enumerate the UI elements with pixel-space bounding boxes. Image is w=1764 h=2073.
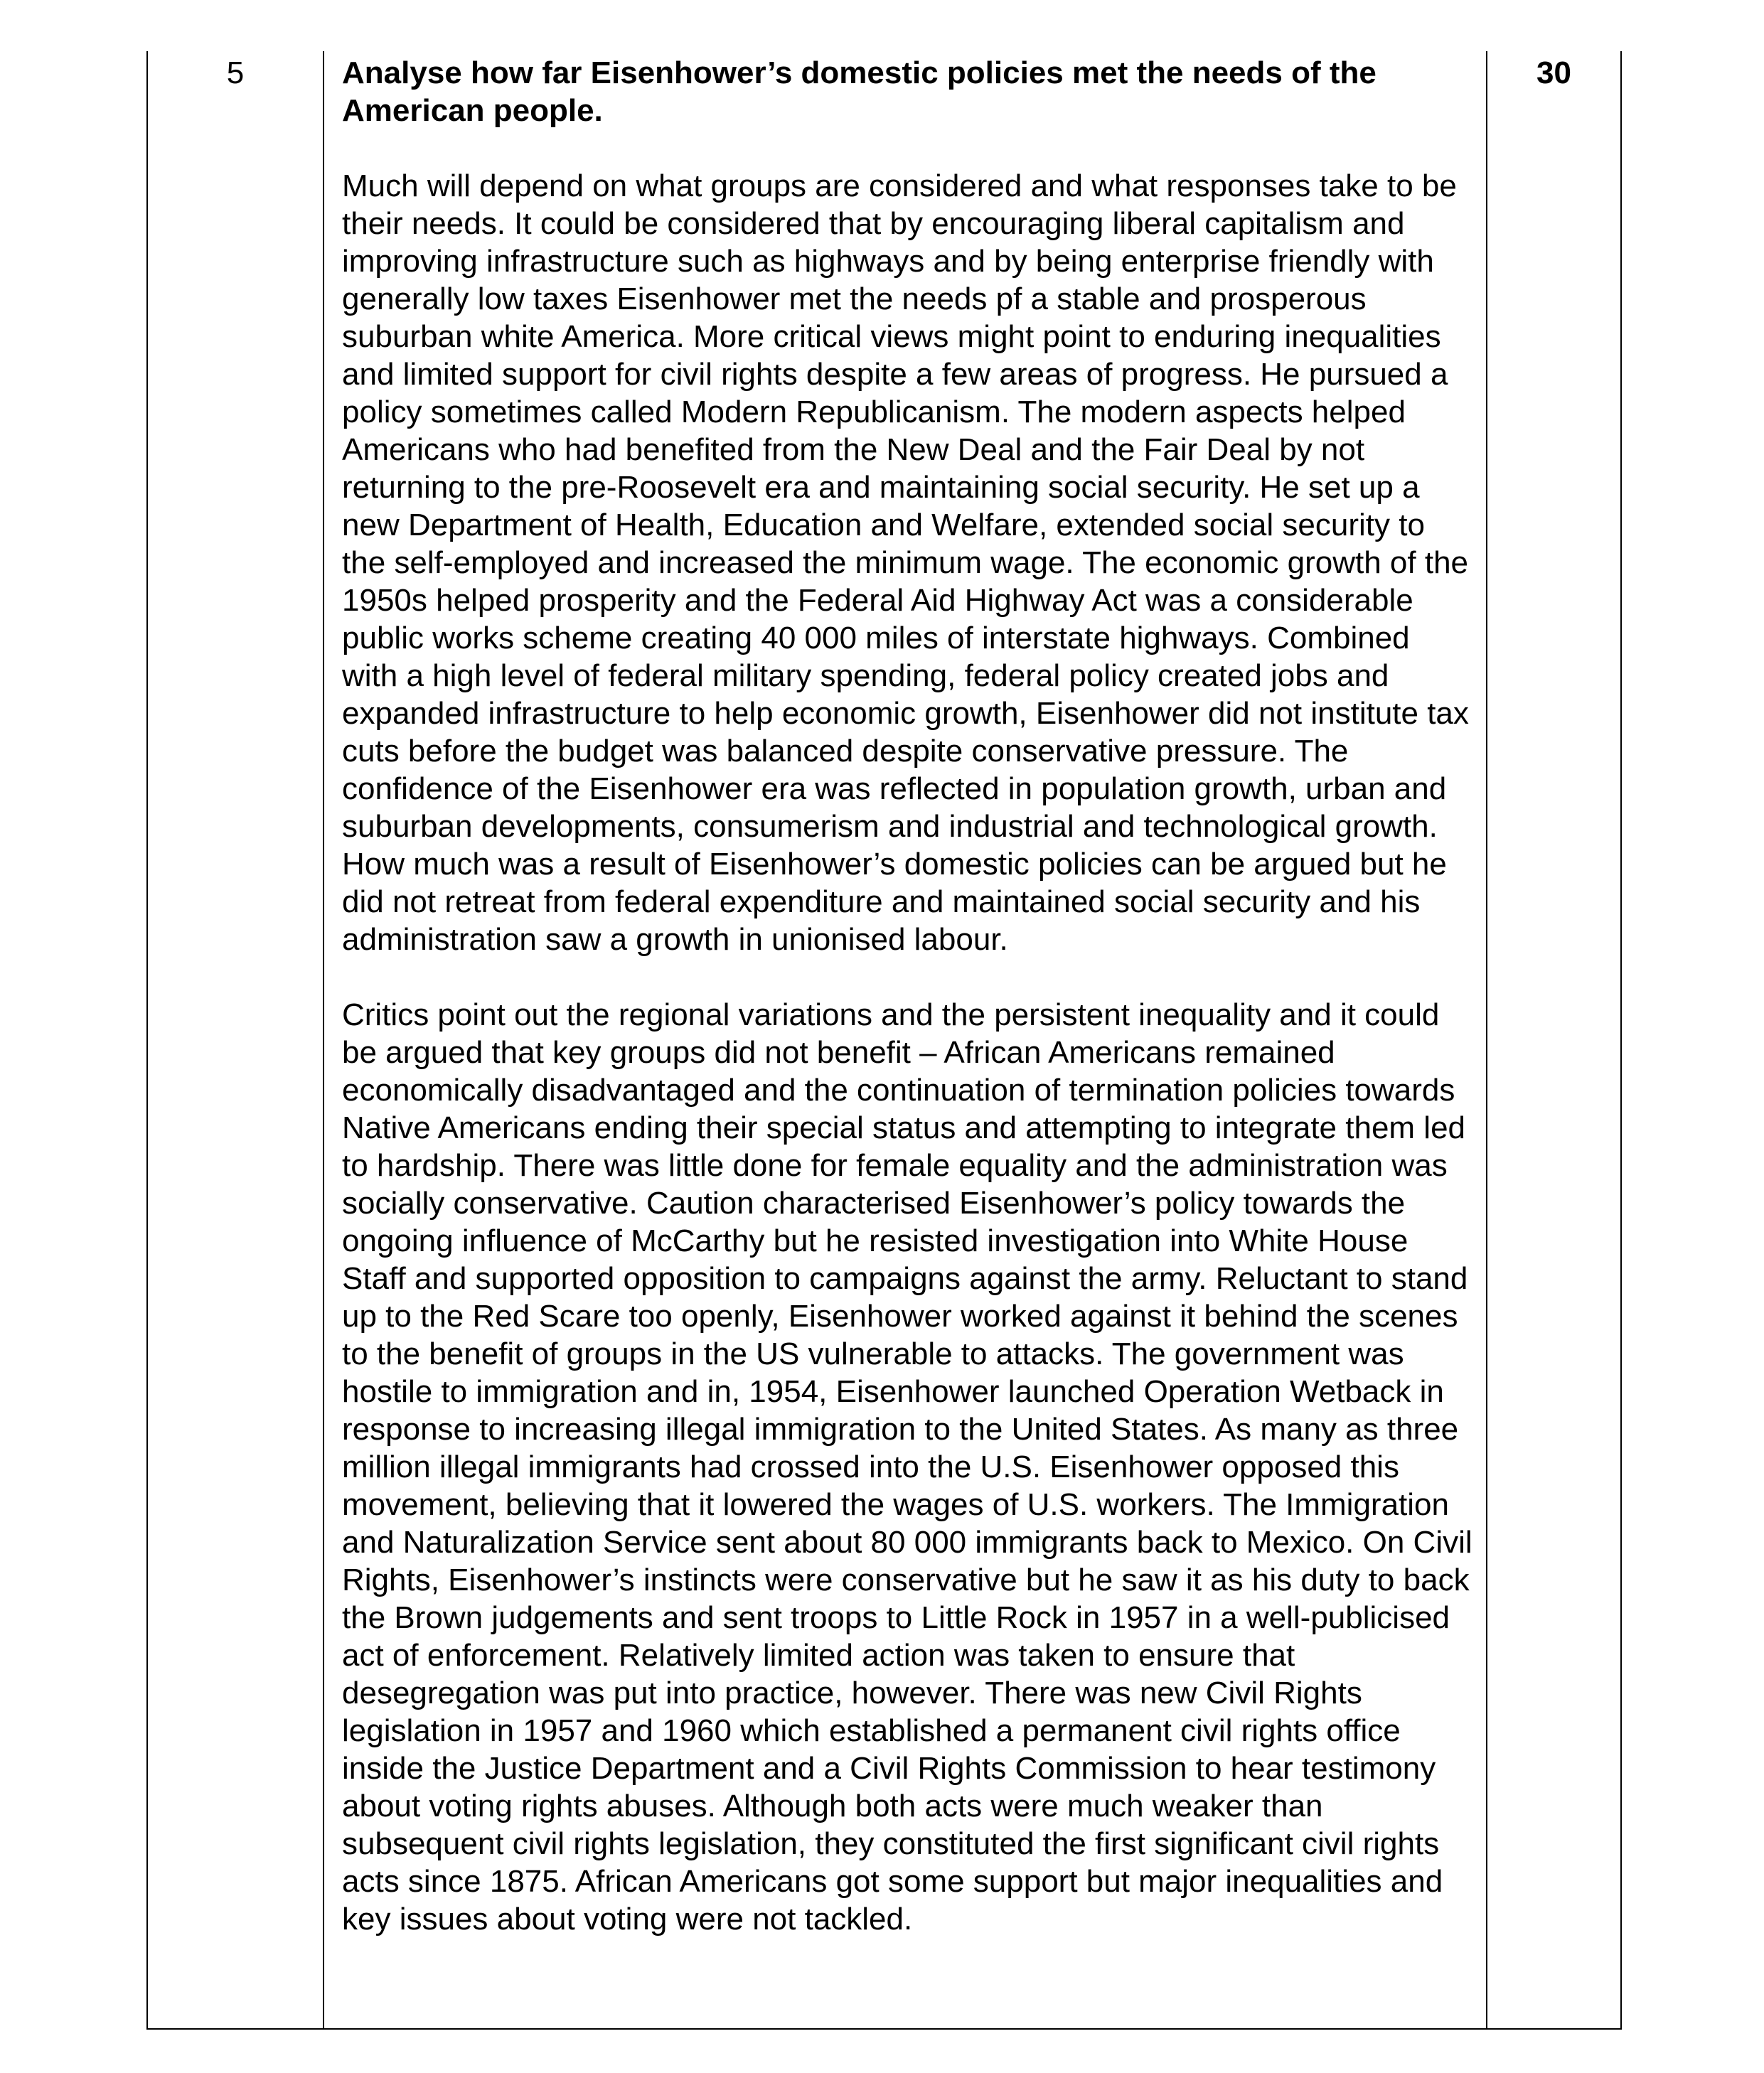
question-title: Analyse how far Eisenhower’s domestic policies met the needs of the American people. xyxy=(342,55,1377,128)
column-divider-marks xyxy=(1486,51,1487,2028)
answer-paragraph-2: Critics point out the regional variations and the persistent inequality and it could be argued that key groups did not benefit – African Americans remained economically disadvantaged and the continuation of termination policies towards Native Americans ending their special status and attempting to integrate them led to hardship. There was little done for female equality and the administration was socially conservative. Caution characterised Eisenhower’s policy towards the ongoing influence of McCarthy but he resisted investigation into White House Staff and supported opposition to campaigns against the army. Reluctant to stand up to the Red Scare too openly, Eisenhower worked against it behind the scenes to the benefit of groups in the US vulnerable to attacks. The government was hostile to immigration and in, 1954, Eisenhower launched Operation Wetback in response to increasing illegal immigration to the United States. As many as three million illegal immigrants had crossed into the U.S. Eisenhower opposed this movement, believing that it lowered the wages of U.S. workers. The Immigration and Naturalization Service sent about 80 000 immigrants back to Mexico. On Civil Rights, Eisenhower’s instincts were conservative but he saw it as his duty to back the Brown judgements and sent troops to Little Rock in 1957 in a well-publicised act of enforcement. Relatively limited action was taken to ensure that desegregation was put into practice, however. There was new Civil Rights legislation in 1957 and 1960 which established a permanent civil rights office inside the Justice Department and a Civil Rights Commission to hear testimony about voting rights abuses. Although both acts were much weaker than subsequent civil rights legislation, they constituted the first significant civil rights acts since 1875. African Americans got some support but major inequalities and key issues about voting were not tackled. xyxy=(342,997,1472,1937)
table-border-right xyxy=(1620,51,1622,2028)
question-number: 5 xyxy=(226,55,245,90)
mark-scheme-table xyxy=(146,51,1622,2030)
answer-cell xyxy=(342,51,1472,1938)
column-divider-question xyxy=(323,51,324,2028)
question-marks: 30 xyxy=(1536,55,1571,90)
answer-paragraph-1: Much will depend on what groups are considered and what responses take to be their needs. It could be considered that by encouraging liberal capitalism and improving infrastructure such as highways and by being enterprise friendly with generally low taxes Eisenhower met the needs pf a stable and prosperous suburban white America. More critical views might point to enduring inequalities and limited support for civil rights despite a few areas of progress. He pursued a policy sometimes called Modern Republicanism. The modern aspects helped Americans who had benefited from the New Deal and the Fair Deal by not returning to the pre-Roosevelt era and maintaining social security. He set up a new Department of Health, Education and Welfare, extended social security to the self-employed and increased the minimum wage. The economic growth of the 1950s helped prosperity and the Federal Aid Highway Act was a considerable public works scheme creating 40 000 miles of interstate highways. Combined with a high level of federal military spending, federal policy created jobs and expanded infrastructure to help economic growth, Eisenhower did not institute tax cuts before the budget was balanced despite conservative pressure. The confidence of the Eisenhower era was reflected in population growth, urban and suburban developments, consumerism and industrial and technological growth. How much was a result of Eisenhower’s domestic policies can be argued but he did not retreat from federal expenditure and maintained social security and his administration saw a growth in unionised labour. xyxy=(342,168,1469,957)
table-border-left xyxy=(146,51,148,2028)
